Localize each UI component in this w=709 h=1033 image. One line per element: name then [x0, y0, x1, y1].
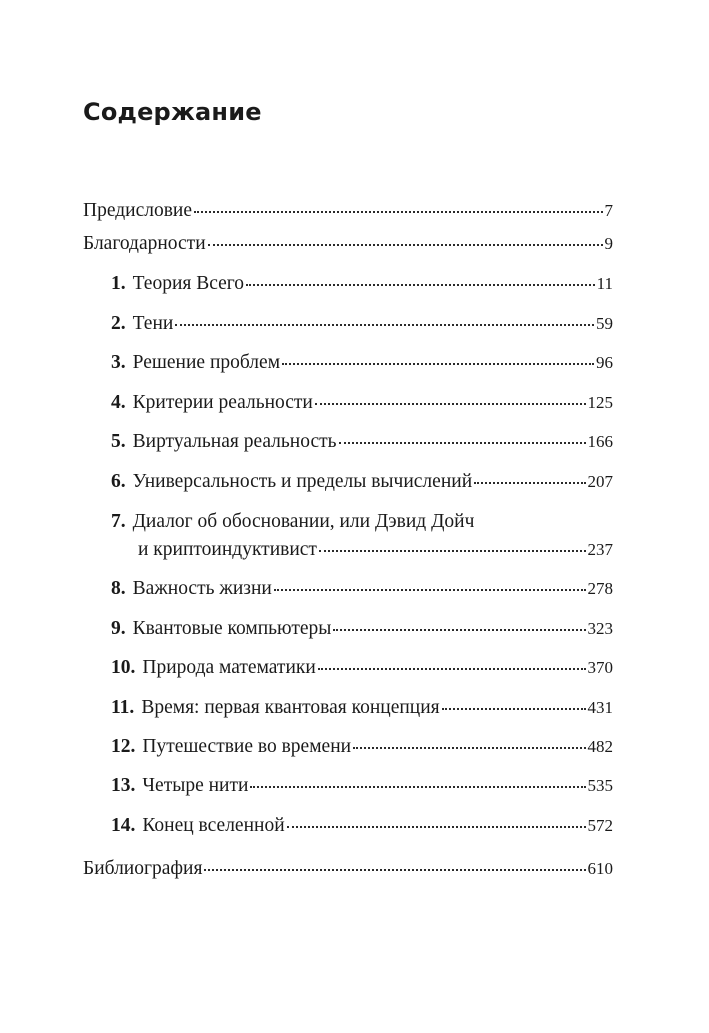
toc-entry-chapter-4[interactable] — [111, 391, 613, 415]
chapter-number: 1. — [111, 273, 126, 294]
toc-entry-page: 572 — [587, 816, 613, 835]
leader-dots — [246, 284, 595, 286]
leader-dots — [204, 869, 585, 871]
chapter-number: 11. — [111, 697, 135, 718]
toc-entry-label: Библиография — [83, 858, 203, 879]
toc-entry-label: Критерии реальности — [132, 392, 313, 413]
toc-entry-chapter-11[interactable] — [111, 696, 613, 720]
leader-dots — [339, 442, 586, 444]
chapter-number: 3. — [111, 352, 126, 373]
chapter-number: 10. — [111, 657, 136, 678]
toc-entry-label: Важность жизни — [132, 578, 272, 599]
toc-entry-label: Диалог об обосновании, или Дэвид Дойч — [132, 511, 475, 532]
chapter-number: 9. — [111, 618, 126, 639]
toc-entry-label: Путешествие во времени — [142, 736, 352, 757]
toc-entry-label: Природа математики — [142, 657, 316, 678]
toc-entry-page: 323 — [587, 619, 613, 638]
chapter-number: 5. — [111, 431, 126, 452]
chapter-number: 7. — [111, 511, 126, 532]
toc-entry-page: 9 — [604, 234, 613, 253]
toc-entry-chapter-7-line-1[interactable] — [111, 510, 474, 534]
leader-dots — [442, 708, 586, 710]
toc-entry-page: 370 — [587, 658, 613, 677]
toc-entry-page: 535 — [587, 776, 613, 795]
toc-entry-page: 96 — [596, 353, 613, 372]
leader-dots — [282, 363, 594, 365]
toc-entry-acknowledgements[interactable] — [83, 232, 613, 256]
chapter-number: 6. — [111, 471, 126, 492]
toc-entry-chapter-9[interactable] — [111, 617, 613, 641]
toc-entry-page: 482 — [587, 737, 613, 756]
toc-entry-page: 166 — [587, 432, 613, 451]
leader-dots — [319, 550, 586, 552]
chapter-number: 14. — [111, 815, 136, 836]
toc-entry-label: Тени — [132, 313, 174, 334]
toc-entry-preface[interactable] — [83, 199, 613, 223]
chapter-number: 13. — [111, 775, 136, 796]
toc-entry-label: Квантовые компьютеры — [132, 618, 332, 639]
toc-entry-chapter-7-line-2[interactable] — [138, 538, 613, 562]
toc-entry-page: 207 — [587, 472, 613, 491]
toc-entry-label: Предисловие — [83, 200, 193, 221]
toc-entry-label: Время: первая квантовая концепция — [141, 697, 440, 718]
toc-entry-label: Универсальность и пределы вычислений — [132, 471, 473, 492]
toc-entry-page: 278 — [587, 579, 613, 598]
toc-entry-label: Решение проблем — [132, 352, 281, 373]
toc-entry-label: Конец вселенной — [142, 815, 285, 836]
toc-entry-page: 125 — [587, 393, 613, 412]
toc-entry-chapter-3[interactable] — [111, 351, 613, 375]
leader-dots — [333, 629, 585, 631]
toc-entry-bibliography[interactable] — [83, 857, 613, 881]
toc-entry-label: Четыре нити — [142, 775, 249, 796]
toc-entry-chapter-12[interactable] — [111, 735, 613, 759]
leader-dots — [250, 786, 585, 788]
toc-entry-page: 59 — [596, 314, 613, 333]
toc-entry-page: 610 — [587, 859, 613, 878]
toc-entry-label: Виртуальная реальность — [132, 431, 337, 452]
leader-dots — [318, 668, 586, 670]
leader-dots — [287, 826, 586, 828]
toc-entry-chapter-8[interactable] — [111, 577, 613, 601]
toc-entry-label: Теория Всего — [132, 273, 245, 294]
toc-entry-chapter-14[interactable] — [111, 814, 613, 838]
chapter-number: 8. — [111, 578, 126, 599]
toc-entry-chapter-10[interactable] — [111, 656, 613, 680]
leader-dots — [353, 747, 585, 749]
leader-dots — [175, 324, 594, 326]
toc-entry-chapter-6[interactable] — [111, 470, 613, 494]
chapter-number: 12. — [111, 736, 136, 757]
toc-entry-page: 431 — [587, 698, 613, 717]
leader-dots — [474, 482, 585, 484]
page-title: Содержание — [83, 98, 262, 126]
toc-entry-chapter-2[interactable] — [111, 312, 613, 336]
toc-entry-chapter-5[interactable] — [111, 430, 613, 454]
toc-entry-page: 7 — [604, 201, 613, 220]
leader-dots — [274, 589, 586, 591]
chapter-number: 4. — [111, 392, 126, 413]
toc-entry-label: Благодарности — [83, 233, 206, 254]
leader-dots — [194, 211, 602, 213]
leader-dots — [208, 244, 603, 246]
chapter-number: 2. — [111, 313, 126, 334]
toc-entry-chapter-13[interactable] — [111, 774, 613, 798]
leader-dots — [315, 403, 586, 405]
toc-entry-page: 11 — [596, 274, 613, 293]
toc-entry-page: 237 — [587, 540, 613, 559]
toc-entry-chapter-1[interactable] — [111, 272, 613, 296]
toc-entry-label-continued: и криптоиндуктивист — [138, 539, 317, 560]
